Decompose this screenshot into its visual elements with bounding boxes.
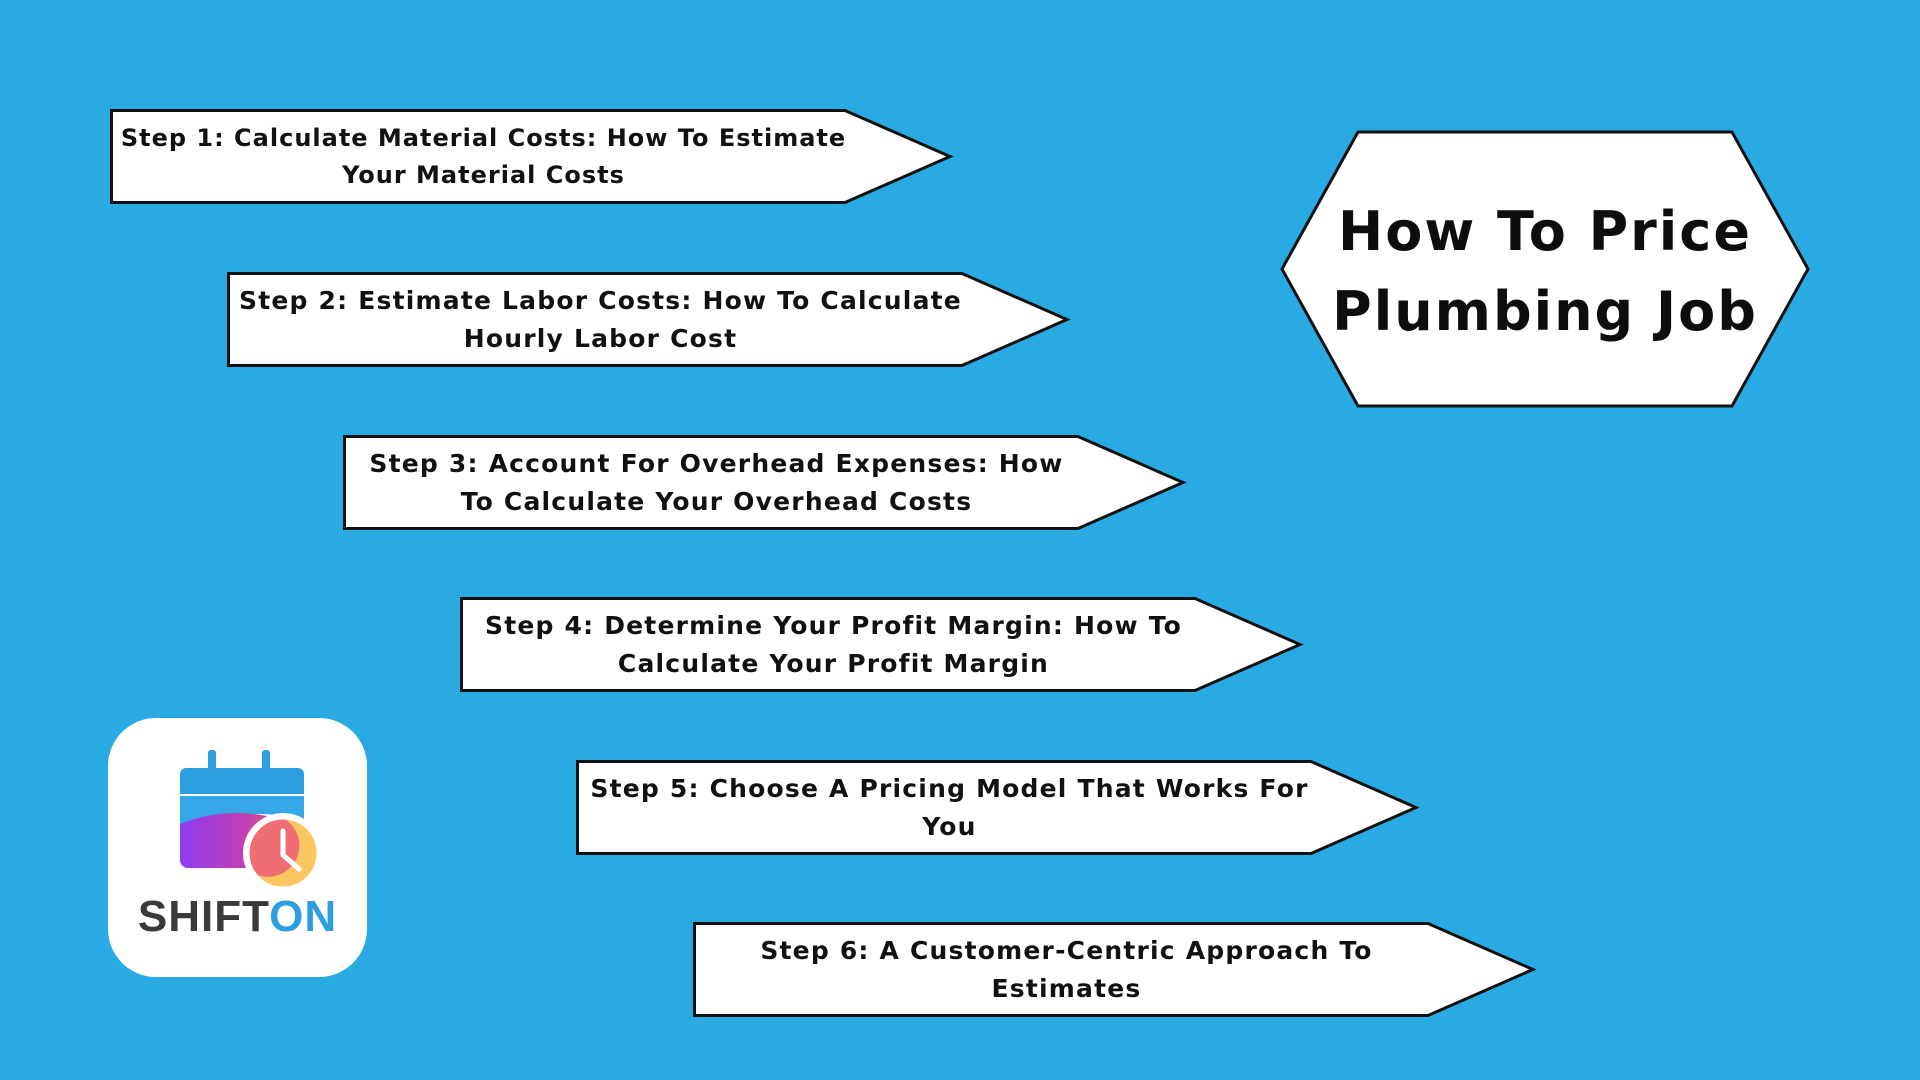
step-2-arrow	[227, 272, 1069, 367]
logo-word-on: ON	[269, 892, 338, 941]
step-3-arrow	[343, 435, 1185, 530]
step-1-arrow	[110, 109, 952, 204]
step-4-label: Step 4: Determine Your Profit Margin: How To Calculate Your Profit Margin	[484, 610, 1182, 678]
step-5-label: Step 5: Choose A Pricing Model That Works For You	[590, 773, 1309, 841]
page-title	[1280, 130, 1810, 408]
step-5-arrow	[576, 760, 1418, 855]
calendar-clock-icon	[178, 748, 328, 898]
title-line-2: Plumbing Job	[1332, 280, 1758, 343]
step-2-label: Step 2: Estimate Labor Costs: How To Calculate Hourly Labor Cost	[239, 285, 962, 353]
step-1-label: Step 1: Calculate Material Costs: How To Estimate Your Material Costs	[120, 123, 847, 189]
step-6-arrow	[693, 922, 1535, 1017]
step-3-label: Step 3: Account For Overhead Expenses: How To Calculate Your Overhead Costs	[369, 448, 1064, 516]
logo-wordmark	[108, 892, 367, 942]
step-6-label: Step 6: A Customer-Centric Approach To Estimates	[760, 935, 1373, 1003]
title-line-1: How To Price	[1338, 200, 1752, 263]
shifton-logo	[108, 718, 367, 977]
logo-word-shift: SHIFT	[137, 892, 270, 941]
step-4-arrow	[460, 597, 1302, 692]
title-hexagon	[1280, 130, 1810, 408]
